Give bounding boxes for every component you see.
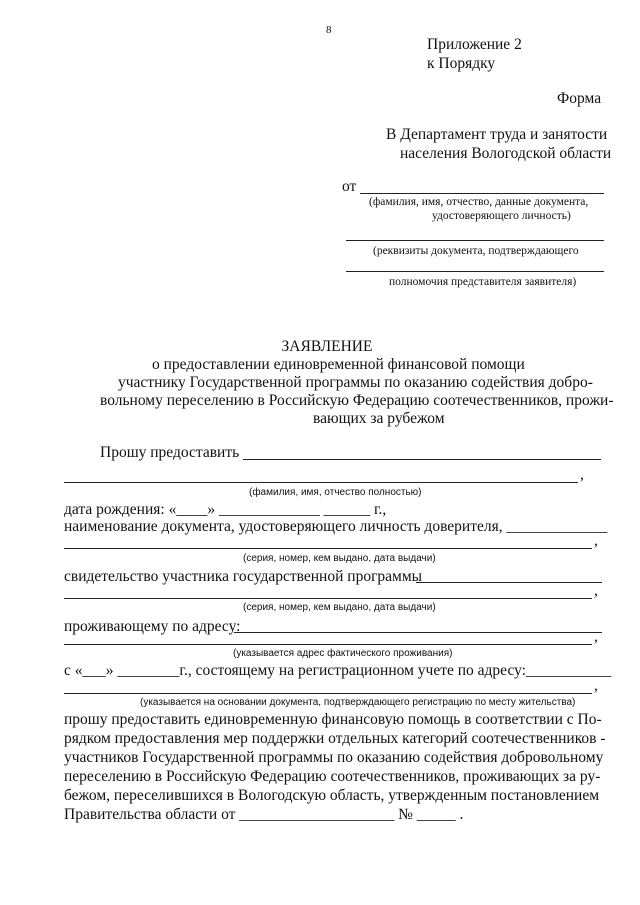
representative-input-line-2[interactable] (346, 271, 604, 272)
comma-2: , (594, 532, 598, 549)
caption-document: (серия, номер, кем выдано, дата выдачи) (243, 553, 436, 564)
addressee-line-2: населения Вологодской области (400, 145, 612, 162)
from-caption-2b: полномочия представителя заявителя) (389, 276, 577, 288)
registration-input-line[interactable] (64, 693, 592, 694)
request-input-line[interactable] (243, 459, 601, 460)
document-title: ЗАЯВЛЕНИЕ (281, 338, 373, 355)
caption-address: (указывается адрес фактического проживания) (233, 648, 453, 659)
page-number: 8 (326, 24, 332, 36)
caption-registration: (указывается на основании документа, подтверждающего регистрацию по месту жительства) (140, 697, 576, 708)
request-label: Прошу предоставить (100, 444, 240, 461)
certificate-input-line-2[interactable] (64, 598, 592, 599)
caption-fio: (фамилия, имя, отчество полностью) (249, 487, 422, 498)
address-input-line[interactable] (234, 632, 602, 633)
birth-date[interactable]: дата рождения: «____» _____________ ______ г., (64, 501, 387, 518)
from-caption-1a: (фамилия, имя, отчество, данные документа, (369, 196, 589, 208)
title-line-2: участнику Государственной программы по оказанию содействия добро- (118, 374, 593, 391)
from-caption-1b: удостоверяющего личность) (432, 210, 571, 222)
paragraph-line-4: переселению в Российскую Федерацию соотечественников, проживающих за ру- (64, 768, 601, 785)
from-label: от (342, 178, 357, 195)
residing-label: проживающему по адресу: (64, 618, 241, 635)
paragraph-line-3: участников Государственной программы по оказанию содействия добровольному (64, 749, 604, 766)
comma-1: , (580, 466, 584, 483)
form-label: Форма (557, 90, 602, 107)
representative-input-line[interactable] (346, 240, 604, 241)
certificate-label: свидетельство участника государственной программы (64, 568, 423, 585)
title-line-4: вающих за рубежом (313, 410, 445, 427)
from-input-line[interactable] (360, 193, 604, 194)
caption-certificate: (серия, номер, кем выдано, дата выдачи) (243, 602, 436, 613)
certificate-input-line[interactable] (416, 582, 602, 583)
order-label: к Порядку (427, 55, 496, 72)
comma-4: , (594, 628, 598, 645)
comma-5: , (594, 677, 598, 694)
address-input-line-2[interactable] (64, 644, 592, 645)
addressee-line-1: В Департамент труда и занятости (386, 126, 608, 143)
document-name[interactable]: наименование документа, удостоверяющего личность доверителя, _____________ (64, 518, 608, 535)
title-line-1: о предоставлении единовременной финансовой помощи (152, 356, 525, 373)
from-caption-2a: (реквизиты документа, подтверждающего (373, 245, 579, 257)
paragraph-line-6[interactable]: Правительства области от ____________________ № _____ . (64, 806, 464, 823)
document-input-line[interactable] (64, 548, 592, 549)
registration-line[interactable]: с «___» ________г., состоящему на регистрационном учете по адресу:___________ (64, 662, 612, 679)
paragraph-line-5: бежом, переселившихся в Вологодскую область, утвержденным постановлением (64, 787, 600, 804)
fio-input-line[interactable] (64, 482, 578, 483)
title-line-3: вольному переселению в Российскую Федерацию соотечественников, прожи- (100, 392, 614, 409)
comma-3: , (594, 582, 598, 599)
paragraph-line-2: рядком предоставления мер поддержки отдельных категорий соотечественников - (64, 730, 606, 747)
paragraph-line-1: прошу предоставить единовременную финансовую помощь в соответствии с По- (64, 711, 602, 728)
appendix-label: Приложение 2 (427, 36, 522, 53)
